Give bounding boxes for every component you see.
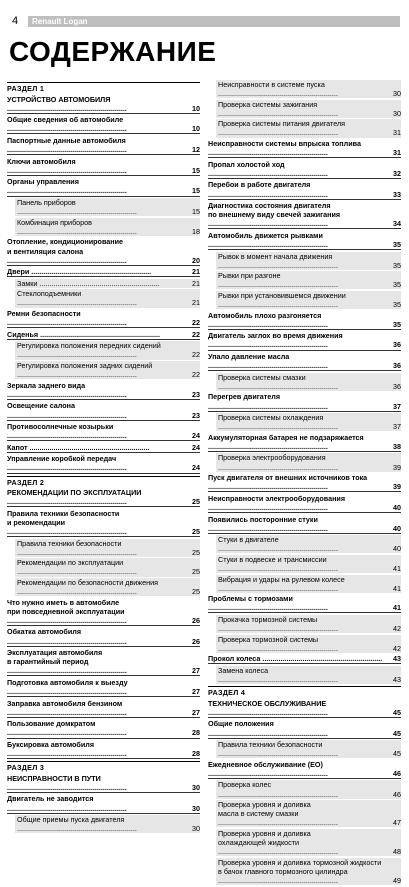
entry-text: Ключи автомобиля ............................................................	[7, 156, 127, 175]
toc-entry	[7, 509, 200, 518]
page-ref: 49	[393, 875, 401, 885]
toc-entry	[208, 473, 401, 492]
toc-subentry	[216, 635, 401, 644]
page-ref: 32	[393, 168, 401, 178]
entry-text: в гарантийный период ............................................................	[7, 657, 127, 676]
page-ref: 15	[192, 165, 200, 175]
toc-subentry	[216, 413, 401, 431]
page-ref: 38	[393, 441, 401, 451]
entry-text: по внешнему виду свечей зажигания ............................................................	[208, 210, 341, 229]
entry-text: Правила техники безопасности	[7, 508, 120, 518]
entry-text: Проблемы с тормозами ............................................................	[208, 594, 328, 613]
page-ref: 18	[192, 226, 200, 236]
toc-entry	[7, 381, 200, 400]
page-ref: 34	[393, 219, 401, 229]
page-ref: 37	[393, 422, 401, 432]
toc-entry	[7, 678, 200, 697]
page-ref: 41	[393, 583, 401, 593]
entry-text: Заправка автомобиля бензином ............................................................	[7, 698, 127, 717]
entry-text: Стеклоподъемники ............................................................	[17, 289, 137, 308]
toc-entry	[208, 139, 401, 158]
page-ref: 22	[192, 329, 200, 339]
toc-entry	[7, 401, 200, 420]
toc-entry	[7, 740, 200, 759]
entry-text: Правила техники безопасности ............................................................	[17, 538, 137, 557]
toc-entry	[7, 794, 200, 813]
page-ref: 24	[192, 431, 200, 441]
entry-text: Ремни безопасности ............................................................	[7, 309, 127, 328]
entry-text: НЕИСПРАВНОСТИ В ПУТИ ............................................................	[7, 773, 127, 792]
page-ref: 45	[393, 728, 401, 738]
toc-entry	[7, 719, 200, 738]
entry-text: Регулировка положения передних сидений ............................................................	[17, 341, 161, 360]
section-title	[7, 774, 200, 793]
toc-subentry	[216, 252, 401, 270]
section-heading	[7, 761, 200, 772]
toc-subentry	[216, 555, 401, 573]
entry-text: охлаждающей жидкости ............................................................	[218, 838, 338, 857]
toc-subentry	[216, 858, 401, 867]
toc-entry	[208, 160, 401, 179]
page-number: 4	[12, 15, 19, 27]
page-ref: 46	[393, 789, 401, 799]
page-ref: 21	[192, 278, 200, 288]
page-ref: 40	[393, 523, 401, 533]
entry-text: Пропал холостой ход ............................................................	[208, 159, 328, 178]
toc-entry	[7, 454, 200, 473]
toc-entry	[208, 654, 401, 664]
section-heading	[208, 686, 401, 697]
page-ref: 28	[192, 728, 200, 738]
entry-text: Прокачка тормозной системы ............................................................	[218, 614, 338, 634]
page-ref: 24	[192, 463, 200, 473]
page-ref: 15	[192, 207, 200, 217]
page-ref: 25	[192, 547, 200, 557]
page-ref: 26	[192, 636, 200, 646]
entry-text: Проверка уровня и доливка	[218, 828, 311, 838]
page-ref: 35	[393, 260, 401, 270]
entry-text: Аккумуляторная батарея не подзаряжается ............................................................	[208, 432, 364, 451]
entry-text: Освещение салона ............................................................	[7, 401, 127, 420]
page-ref: 47	[393, 818, 401, 828]
entry-text: Проверка уровня и доливка тормозной жидкости	[218, 857, 382, 867]
section-heading	[7, 82, 200, 93]
entry-text: Рывок в момент начала движения ............................................................	[218, 251, 338, 270]
page-ref: 27	[192, 687, 200, 697]
entry-text: Неисправности электрооборудования ............................................................	[208, 493, 346, 512]
toc-subentry	[216, 740, 401, 758]
section-title	[208, 699, 401, 718]
toc-entry	[7, 177, 200, 196]
entry-text: Перебои в работе двигателя ............................................................	[208, 180, 328, 199]
toc-entry	[7, 237, 200, 246]
page-ref: 10	[192, 124, 200, 134]
page-ref: 23	[192, 410, 200, 420]
toc-subentry	[15, 279, 200, 288]
toc-entry	[7, 422, 200, 441]
toc-entry	[7, 699, 200, 718]
entry-text: Появились посторонние стуки ............................................................	[208, 514, 328, 533]
toc-subentry	[216, 271, 401, 289]
page-ref: 15	[192, 186, 200, 196]
page-ref: 23	[192, 389, 200, 399]
entry-text: РЕКОМЕНДАЦИИ ПО ЭКСПЛУАТАЦИИ ............................................................	[7, 488, 142, 507]
toc-entry	[208, 494, 401, 513]
toc-subentry	[216, 666, 401, 684]
toc-entry	[208, 433, 401, 452]
entry-text: Общие положения ............................................................	[208, 719, 328, 738]
page-ref: 25	[192, 497, 200, 507]
entry-text: Замки ............................................................	[17, 278, 160, 288]
entry-text: Проверка электрооборудования ............................................................	[218, 453, 338, 472]
toc-entry	[208, 231, 401, 250]
toc-entry	[7, 598, 200, 607]
toc-subentry	[216, 535, 401, 553]
page-ref: 35	[393, 300, 401, 310]
page-ref: 30	[192, 782, 200, 792]
page-ref: 36	[393, 340, 401, 350]
entry-text: Эксплуатация автомобиля	[7, 648, 103, 658]
toc-subentry	[216, 838, 401, 856]
toc-subentry	[216, 291, 401, 309]
toc-subentry	[216, 80, 401, 98]
entry-text: Комбинация приборов ............................................................	[17, 217, 137, 236]
page-ref: 10	[192, 103, 200, 113]
entry-text: масла в систему смазки ............................................................	[218, 809, 338, 828]
entry-text: Вибрация и удары на рулевом колесе ............................................................	[218, 574, 345, 593]
toc-entry	[7, 115, 200, 134]
toc-subentry	[15, 578, 200, 596]
entry-text: РАЗДЕЛ 2	[7, 477, 45, 487]
entry-text: Диагностика состояния двигателя	[208, 201, 331, 211]
page-ref: 40	[393, 502, 401, 512]
page-header	[0, 14, 409, 28]
toc-entry	[208, 594, 401, 613]
entry-text: Зеркала заднего вида ............................................................	[7, 380, 127, 399]
page-ref: 46	[393, 768, 401, 778]
entry-text: Проверка колес ............................................................	[218, 780, 338, 799]
entry-text: Проверка уровня и доливка	[218, 800, 311, 810]
page-ref: 45	[393, 749, 401, 759]
page-ref: 25	[192, 587, 200, 597]
toc-entry	[7, 247, 200, 266]
page-ref: 22	[192, 370, 200, 380]
toc-subentry	[15, 198, 200, 216]
entry-text: Автомобиль движется рывками ............................................................	[208, 230, 328, 249]
page-ref: 39	[393, 482, 401, 492]
toc-subentry	[15, 289, 200, 307]
entry-text: при повседневной эксплуатации ............................................................	[7, 606, 127, 625]
entry-text: Общие сведения об автомобиле ............................................................	[7, 115, 127, 134]
page-ref: 36	[393, 381, 401, 391]
entry-text: Неисправности системы впрыска топлива ............................................................	[208, 139, 361, 158]
page-ref: 27	[192, 666, 200, 676]
page-ref: 22	[192, 318, 200, 328]
page-ref: 30	[393, 108, 401, 118]
toc-entry	[208, 760, 401, 779]
entry-text: Панель приборов ............................................................	[17, 198, 137, 217]
page-ref: 21	[192, 298, 200, 308]
page-ref: 21	[192, 267, 200, 277]
page-ref: 35	[393, 240, 401, 249]
page-ref: 43	[393, 654, 401, 664]
section-title	[7, 95, 200, 114]
entry-text: Пуск двигателя от внешних источников тока ............................................................	[208, 473, 368, 492]
entry-text: Паспортные данные автомобиля ............................................................	[7, 135, 127, 155]
toc-entry	[208, 311, 401, 330]
brand-label: Renault Logan	[32, 17, 88, 26]
entry-text: Стуки в подвеске и трансмиссии ............................................................	[218, 554, 338, 573]
page-ref: 37	[393, 401, 401, 411]
page-ref: 12	[192, 145, 200, 155]
entry-text: Правила техники безопасности ............................................................	[218, 740, 338, 759]
section-title	[7, 488, 200, 507]
toc-subentry	[216, 453, 401, 471]
page-ref: 28	[192, 749, 200, 759]
entry-text: Автомобиль плохо разгоняется ............................................................	[208, 310, 328, 329]
entry-text: Рывки при установившемся движении ............................................................	[218, 290, 346, 310]
entry-text: РАЗДЕЛ 3	[7, 763, 45, 773]
toc-entry	[7, 443, 200, 453]
toc-subentry	[216, 119, 401, 137]
page-ref: 20	[192, 255, 200, 265]
page-ref: 41	[393, 564, 401, 573]
entry-text: Перегрев двигателя ............................................................	[208, 392, 328, 411]
toc-entry	[208, 352, 401, 371]
page-ref: 25	[192, 567, 200, 577]
entry-text: Противосолнечные козырьки ............................................................	[7, 422, 127, 441]
entry-text: Ежедневное обслуживание (ЕО) ............................................................	[208, 759, 328, 778]
entry-text: Упало давление масла ............................................................	[208, 352, 328, 371]
entry-text: Отопление, кондиционирование	[7, 237, 124, 247]
entry-text: Органы управления ............................................................	[7, 177, 127, 196]
toc-entry	[208, 392, 401, 411]
entry-text: ............................................................	[218, 643, 338, 653]
entry-text: Проверка тормозной системы	[218, 634, 319, 644]
entry-text: Неисправности в системе пуска ............................................................	[218, 80, 338, 99]
section-heading	[7, 476, 200, 487]
toc-entry	[7, 267, 200, 277]
toc-entry	[208, 515, 401, 534]
toc-subentry	[15, 558, 200, 576]
toc-entry	[7, 157, 200, 176]
page-ref: 42	[393, 624, 401, 634]
toc-entry	[208, 331, 401, 350]
entry-text: Рывки при разгоне ............................................................	[218, 271, 338, 290]
entry-text: Обкатка автомобиля ............................................................	[7, 627, 127, 646]
page-ref: 43	[393, 675, 401, 685]
toc-entry	[7, 657, 200, 676]
toc-entry	[208, 719, 401, 738]
toc-entry	[7, 136, 200, 155]
toc-column-left	[7, 80, 200, 835]
toc-subentry	[216, 867, 401, 885]
toc-subentry	[15, 341, 200, 359]
page-ref: 36	[393, 361, 401, 371]
entry-text: УСТРОЙСТВО АВТОМОБИЛЯ ............................................................	[7, 94, 127, 113]
entry-text: Проверка системы зажигания ............................................................	[218, 99, 338, 118]
entry-text: и вентиляция салона ............................................................	[7, 246, 127, 265]
entry-text: и рекомендации ............................................................	[7, 517, 127, 537]
entry-text: Двери ............................................................	[7, 267, 152, 277]
entry-text: Буксировка автомобиля ............................................................	[7, 740, 127, 759]
entry-text: Сиденья ............................................................	[7, 329, 160, 339]
page-ref: 45	[393, 707, 401, 717]
toc-subentry	[216, 809, 401, 827]
entry-text: Рекомендации по эксплуатации ............................................................	[17, 558, 137, 577]
toc-entry	[7, 607, 200, 626]
page-ref: 30	[393, 89, 401, 99]
page-ref: 42	[393, 643, 401, 653]
entry-text: Прокол колеса ............................................................	[208, 654, 383, 664]
entry-text: Проверка системы питания двигателя ............................................................	[218, 119, 346, 138]
entry-text: Подготовка автомобиля к выезду ............................................................	[7, 677, 128, 697]
entry-text: Замена колеса ............................................................	[218, 665, 338, 685]
toc-subentry	[216, 100, 401, 118]
entry-text: Двигатель не заводится ............................................................	[7, 794, 127, 813]
toc-subentry	[15, 218, 200, 236]
toc-subentry	[216, 829, 401, 838]
entry-text: в бачок главного тормозного цилиндра ............................................................	[218, 866, 348, 885]
page-ref: 48	[393, 847, 401, 857]
page-ref: 27	[192, 707, 200, 717]
toc-entry	[7, 330, 200, 340]
page-ref: 35	[393, 319, 401, 329]
toc-subentry	[216, 615, 401, 633]
page-ref: 31	[393, 128, 401, 138]
toc-subentry	[216, 780, 401, 798]
entry-text: РАЗДЕЛ 1	[7, 84, 45, 93]
toc-entry	[208, 180, 401, 199]
page-title: СОДЕРЖАНИЕ	[9, 36, 217, 67]
toc-subentry	[216, 373, 401, 391]
page-ref: 24	[192, 442, 200, 452]
toc-subentry	[15, 361, 200, 379]
entry-text: ТЕХНИЧЕСКОЕ ОБСЛУЖИВАНИЕ ............................................................	[208, 698, 328, 717]
page-ref: 33	[393, 189, 401, 199]
entry-text: Проверка системы охлаждения ............................................................	[218, 413, 338, 432]
page-ref: 41	[393, 603, 401, 613]
page-ref: 25	[192, 527, 200, 537]
page-ref: 30	[192, 824, 200, 834]
toc-subentry	[216, 644, 401, 653]
toc-entry	[208, 201, 401, 210]
toc-entry	[7, 648, 200, 657]
toc-subentry	[15, 815, 200, 833]
entry-text: Двигатель заглох во время движения ............................................................	[208, 331, 343, 350]
entry-text: Пользование домкратом ............................................................	[7, 719, 127, 738]
toc-column-right	[208, 80, 401, 887]
toc-entry	[7, 309, 200, 328]
page-ref: 31	[393, 148, 401, 158]
entry-text: Регулировка положения задних сидений ............................................................	[17, 361, 153, 380]
page-ref: 40	[393, 544, 401, 554]
entry-text: Стуки в двигателе ............................................................	[218, 535, 338, 554]
toc-subentry	[216, 575, 401, 593]
entry-text: Проверка системы смазки ............................................................	[218, 372, 338, 391]
page-ref: 30	[192, 803, 200, 813]
toc-entry	[7, 627, 200, 646]
page-ref: 22	[192, 350, 200, 360]
page-ref: 39	[393, 462, 401, 472]
toc-subentry	[216, 800, 401, 809]
toc-subentry	[15, 539, 200, 557]
page-ref: 26	[192, 615, 200, 625]
entry-text: Управление коробкой передач ............................................................	[7, 454, 127, 473]
toc-entry	[7, 518, 200, 537]
toc-entry	[208, 210, 401, 229]
entry-text: Рекомендации по безопасности движения ............................................................	[17, 578, 158, 597]
entry-text: Общие приемы пуска двигателя ............................................................	[17, 815, 137, 834]
entry-text: РАЗДЕЛ 4	[208, 688, 246, 698]
entry-text: Что нужно иметь в автомобиле	[7, 597, 120, 607]
page-ref: 35	[393, 280, 401, 290]
entry-text: Капот ............................................................	[7, 442, 150, 452]
